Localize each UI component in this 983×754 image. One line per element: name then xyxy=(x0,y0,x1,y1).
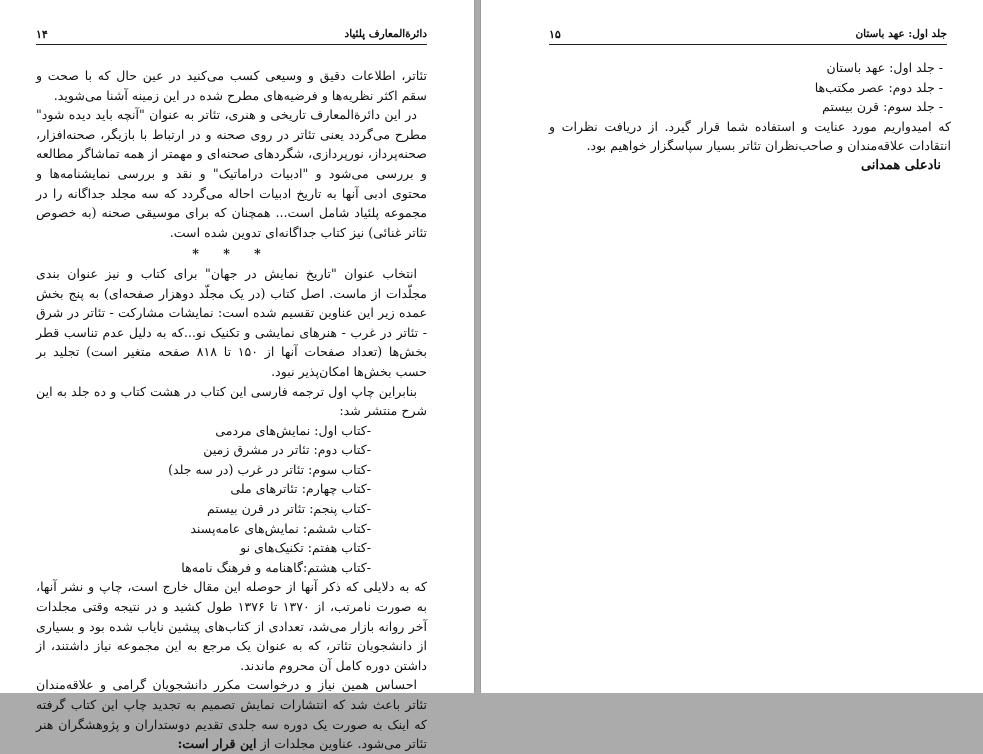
page-number: ۱۵ xyxy=(549,28,561,41)
paragraph: تئاتر، اطلاعات دقیق و وسیعی کسب می‌کنید در عین حال که با صحت و سقم اکثر نظریه‌ها و فرضیه‌های مطرح شده در این زمینه آشنا می‌شوید. xyxy=(36,68,427,103)
list-item: - جلد سوم: قرن بیستم xyxy=(822,99,943,115)
list-item: -کتاب پنجم: تئاتر در قرن بیستم xyxy=(206,501,371,517)
running-header xyxy=(36,26,427,45)
author-signature: نادعلی همدانی xyxy=(860,157,941,173)
page-number: ۱۴ xyxy=(36,28,48,41)
header-title: دائرةالمعارف پلئیاد xyxy=(344,28,427,40)
list-item: -کتاب دوم: تئاتر در مشرق زمین xyxy=(203,442,371,458)
list-item: -کتاب هفتم: تکنیک‌های نو xyxy=(240,540,371,556)
paragraph-text: احساس همین نیاز و درخواست مکرر دانشجویان گرامی و علاقه‌مندان تئاتر باعث شد که انتشارات نمایش تصمیم به تجدید چاپ این کتاب گرفته که اینک به صورت یک دوره سه جلدی تقدیم دوستداران و پژوهشگران هنر تئاتر می‌شود. عناوین مجلدات از xyxy=(36,677,427,752)
paragraph xyxy=(36,675,427,753)
paragraph: که امیدواریم مورد عنایت و استفاده شما قرار گیرد. از دریافت نظرات و انتقادات علاقه‌مندان و صاحب‌نظران تئاتر بسیار سپاسگزار خواهیم بود. xyxy=(549,118,951,154)
list-item: -کتاب سوم: تئاتر در غرب (در سه جلد) xyxy=(168,461,371,477)
paragraph: که به دلایلی که ذکر آنها از حوصله این مقال خارج است، چاپ و نشر آنها، به صورت نامرتب، از ۱۳۷۰ تا ۱۳۷۶ طول کشید و در نتیجه وقتی مجلدات آخر روانه بازار می‌شد، تعدادی از کتاب‌های پیشین نایاب شده بود و بسیاری از دانشجویان تئاتر، که به عنوان یک مرجع به این مجموعه نیاز داشتند، از داشتن دوره کامل آن محروم ماندند. xyxy=(36,579,427,673)
list-item: - جلد اول: عهد باستان xyxy=(826,60,943,75)
section-separator: * * * xyxy=(192,246,271,262)
running-header xyxy=(549,26,947,45)
page-body xyxy=(36,66,427,754)
volumes-list xyxy=(549,58,951,117)
list-item: - جلد دوم: عصر مکتب‌ها xyxy=(814,79,943,95)
list-item: -کتاب هشتم:گاهنامه و فرهنگ نامه‌ها xyxy=(181,559,371,575)
list-item: -کتاب ششم: نمایش‌های عامه‌پسند xyxy=(190,520,371,536)
left-page xyxy=(0,0,475,752)
page-body xyxy=(549,58,951,176)
list-item: -کتاب چهارم: تئاترهای ملی xyxy=(230,481,371,497)
books-list xyxy=(36,421,427,578)
right-page xyxy=(480,0,983,693)
paragraph: در این دائرةالمعارف تاریخی و هنری، تئاتر به عنوان "آنچه باید دیده شود" مطرح می‌گردد یعنی تئاتر در روی صحنه و در ارتباط با بازیگر، صحنه‌افزار، صحنه‌پرداز، نورپردازی، شگردهای صحنه‌ای و مهمتر از همه تماشاگر مطالعه و بررسی می‌شود و "ادبیات دراماتیک" و نقد و بررسی نمایشنامه‌ها و محتوی ادبی آنها به تاریخ ادبیات احاله می‌گردد که سه مجلد جداگانه را در مجموعه پلئیاد شامل است... همچنان که برای موسیقی صحنه (به خصوص تئاتر غنائی) نیز کتاب جداگانه‌ای تدوین شده است. xyxy=(36,107,427,240)
paragraph: انتخاب عنوان "تاریخ نمایش در جهان" برای کتاب و نیز عنوان بندی مجلّدات از ماست. اصل کتاب (در یک مجلّد دوهزار صفحه‌ای) به پنج بخش عمده زیر این عناوین تقسیم شده است: نمایشات مشارکت - تئاتر در شرق - تئاتر در غرب - هنرهای نمایشی و تکنیک نو...که به دلیل عدم تناسب قطر بخش‌ها (تعداد صفحات آنها از ۱۵۰ تا ۸۱۸ صفحه متغیر است) تجلید بر حسب بخش‌ها امکان‌پذیر نبود. xyxy=(36,265,427,379)
bold-closing: این قرار است: xyxy=(177,736,257,752)
header-title: جلد اول: عهد باستان xyxy=(855,28,947,40)
paragraph: بنابراین چاپ اول ترجمه فارسی این کتاب در هشت کتاب و ده جلد به این شرح منتشر شد: xyxy=(36,383,427,419)
list-item: -کتاب اول: نمایش‌های مردمی xyxy=(215,422,371,438)
